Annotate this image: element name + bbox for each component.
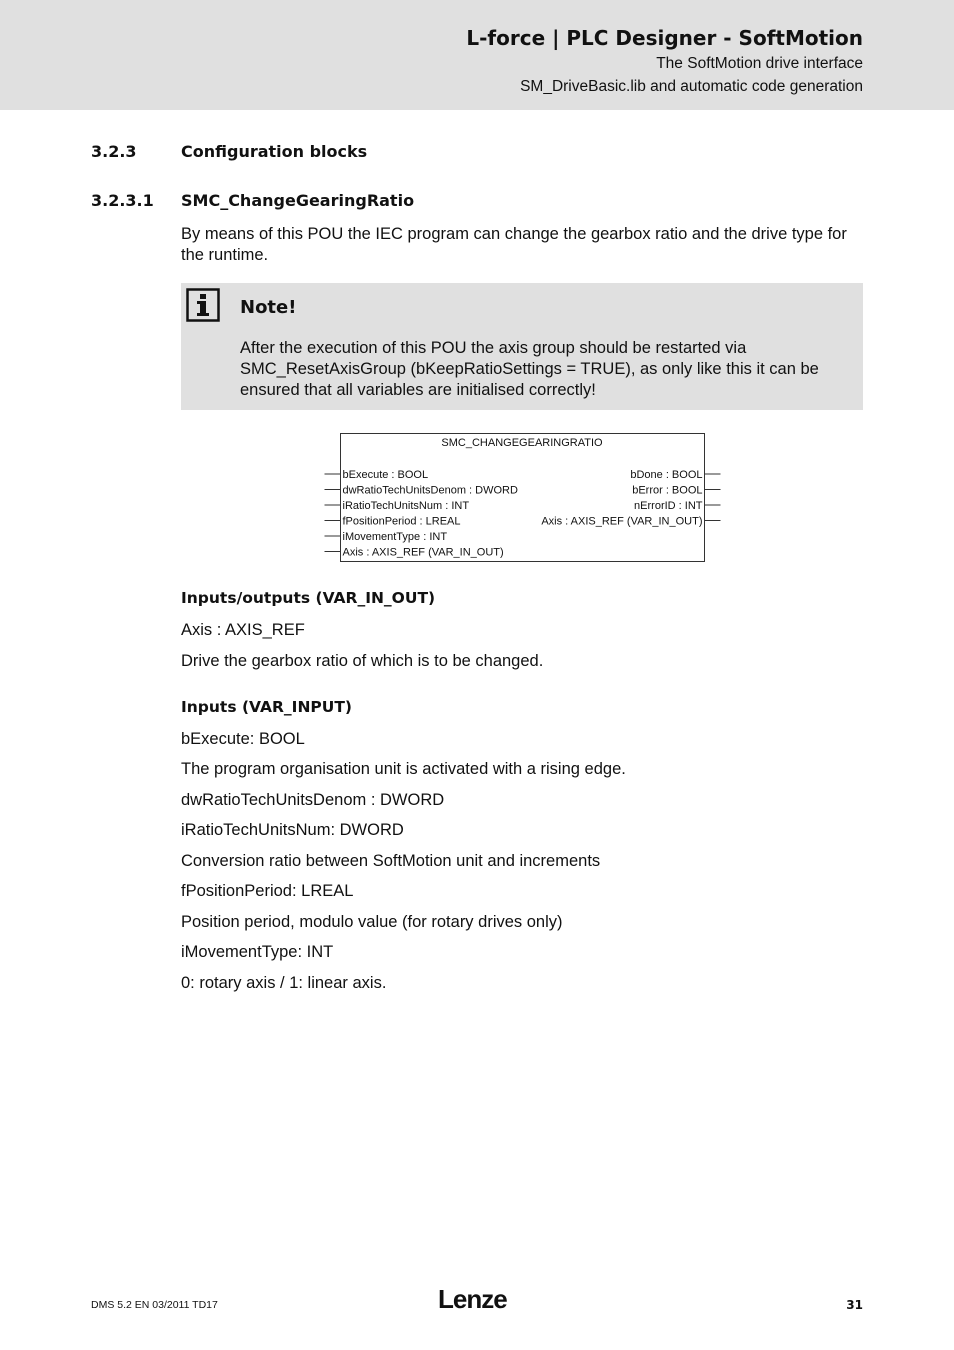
input-line: iRatioTechUnitsNum: DWORD bbox=[181, 821, 404, 839]
inputs-heading: Inputs (VAR_INPUT) bbox=[181, 698, 353, 716]
header-subtitle-2: SM_DriveBasic.lib and automatic code generation bbox=[520, 78, 863, 95]
function-block-name: SMC_CHANGEGEARINGRATIO bbox=[441, 437, 603, 449]
input-pin-label: Axis : AXIS_REF (VAR_IN_OUT) bbox=[342, 546, 504, 559]
input-pin-label: fPositionPeriod : LREAL bbox=[342, 515, 461, 528]
input-line: The program organisation unit is activated with a rising edge. bbox=[181, 760, 626, 778]
function-block-diagram bbox=[0, 0, 954, 600]
subsection-number: 3.2.3.1 bbox=[91, 191, 154, 210]
input-pin-label: dwRatioTechUnitsDenom : DWORD bbox=[342, 484, 518, 497]
subsection-title: SMC_ChangeGearingRatio bbox=[181, 191, 415, 210]
note-title: Note! bbox=[240, 297, 297, 318]
section-title: Configuration blocks bbox=[181, 142, 368, 161]
output-pin-label: Axis : AXIS_REF (VAR_IN_OUT) bbox=[541, 515, 703, 528]
input-pin-label: bExecute : BOOL bbox=[342, 469, 429, 481]
output-pin-label: nErrorID : INT bbox=[634, 500, 703, 512]
input-line: fPositionPeriod: LREAL bbox=[181, 882, 354, 900]
inout-line-axis: Axis : AXIS_REF bbox=[181, 621, 305, 639]
footer-doc-id: DMS 5.2 EN 03/2011 TD17 bbox=[91, 1299, 218, 1311]
section-number: 3.2.3 bbox=[91, 142, 137, 161]
output-pin-label: bDone : BOOL bbox=[630, 469, 703, 481]
input-line: Position period, modulo value (for rotary drives only) bbox=[181, 913, 563, 931]
output-pin-label: bError : BOOL bbox=[632, 484, 703, 497]
inout-heading: Inputs/outputs (VAR_IN_OUT) bbox=[181, 589, 436, 607]
input-line: bExecute: BOOL bbox=[181, 730, 305, 748]
header-title: L-force | PLC Designer - SoftMotion bbox=[466, 26, 863, 50]
page-number: 31 bbox=[846, 1298, 863, 1312]
input-line: iMovementType: INT bbox=[181, 943, 334, 961]
lenze-logo: Lenze bbox=[438, 1284, 507, 1314]
input-line: 0: rotary axis / 1: linear axis. bbox=[181, 974, 387, 992]
input-pin-label: iMovementType : INT bbox=[342, 531, 448, 543]
input-line: Conversion ratio between SoftMotion unit and increments bbox=[181, 852, 601, 870]
intro-paragraph: By means of this POU the IEC program can change the gearbox ratio and the drive type for the runtime. bbox=[181, 225, 847, 264]
note-body: After the execution of this POU the axis group should be restarted via SMC_ResetAxisGroup (bKeepRatioSettings = TRUE), as only like this it can be ensured that all variables are initialised correctly! bbox=[240, 339, 819, 399]
header-subtitle-1: The SoftMotion drive interface bbox=[656, 55, 863, 72]
inout-line-desc: Drive the gearbox ratio of which is to be changed. bbox=[181, 652, 544, 670]
input-pin-label: iRatioTechUnitsNum : INT bbox=[342, 500, 470, 512]
input-line: dwRatioTechUnitsDenom : DWORD bbox=[181, 791, 445, 809]
